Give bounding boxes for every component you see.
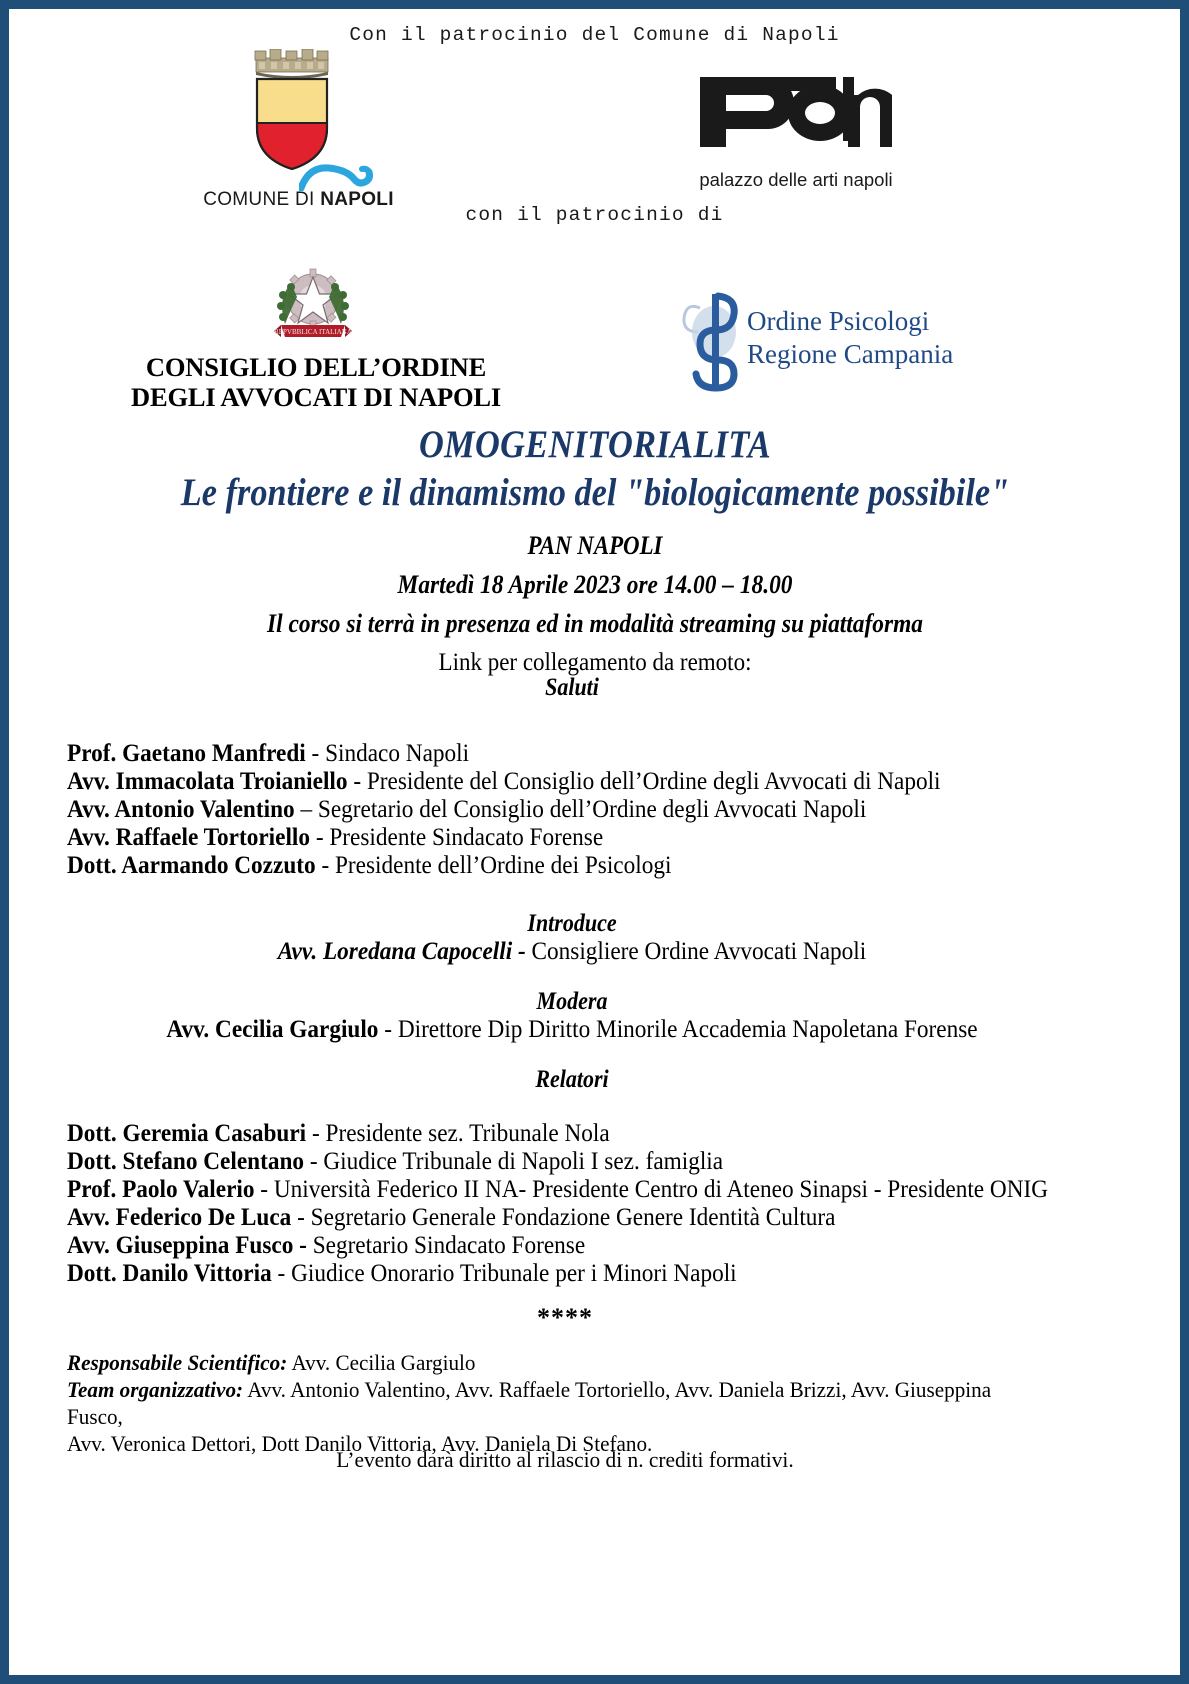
list-item <box>67 740 1006 768</box>
person-separator: - <box>310 824 330 851</box>
patronage-top-text: Con il patrocinio del Comune di Napoli <box>349 24 840 46</box>
person-name: Prof. Paolo Valerio <box>67 1176 255 1203</box>
list-item <box>67 1148 1006 1176</box>
person-separator: - <box>315 852 335 879</box>
ordine-psicologi-logo <box>674 288 954 398</box>
event-link-label: Link per collegamento da remoto: <box>438 648 752 676</box>
list-item <box>102 1016 1041 1044</box>
poster-footer <box>67 1349 1097 1457</box>
person-role: Presidente sez. Tribunale Nola <box>325 1120 610 1147</box>
page-title: OMOGENITORIALITA <box>418 423 772 466</box>
team-value-line-1: Avv. Antonio Valentino, Avv. Raffaele Tortoriello, Avv. Daniela Brizzi, Avv. Giuseppina Fusco, <box>67 1377 992 1429</box>
psi-caduceus-icon <box>674 288 746 393</box>
list-item <box>67 824 1006 852</box>
person-name: Dott. Aarmando Cozzuto <box>67 852 316 879</box>
section-heading-introduce: Introduce <box>527 910 617 937</box>
ordine-psicologi-text <box>747 305 954 371</box>
person-role: Segretario del Consiglio dell’Ordine degli Avvocati Napoli <box>317 796 867 823</box>
section-heading-relatori: Relatori <box>535 1066 609 1093</box>
ordine-psicologi-line-1: Ordine Psicologi <box>747 306 930 336</box>
person-role: Giudice Onorario Tribunale per i Minori Napoli <box>291 1260 737 1287</box>
person-separator: - <box>305 740 326 767</box>
poster-canvas <box>9 9 1180 1675</box>
section-heading-saluti: Saluti <box>545 674 599 701</box>
team-label: Team organizzativo: <box>67 1377 244 1402</box>
list-item <box>67 1232 1006 1260</box>
person-separator: - <box>291 1204 311 1231</box>
patronage-mid-text: con il patrocinio di <box>465 204 724 226</box>
person-separator: - <box>271 1260 292 1287</box>
list-item <box>67 768 1006 796</box>
person-name: Dott. Geremia Casaburi <box>67 1120 307 1147</box>
person-separator: – <box>294 796 318 823</box>
person-role: Segretario Sindacato Forense <box>312 1232 586 1259</box>
repubblica-italiana-emblem-icon <box>267 261 359 346</box>
napoli-crest-icon <box>250 49 334 174</box>
ordine-psicologi-line-2: Regione Campania <box>747 338 954 369</box>
section-divider: **** <box>537 1303 593 1332</box>
team-organizzativo-line <box>67 1376 1035 1430</box>
section-heading-modera: Modera <box>536 988 608 1015</box>
list-item <box>67 1260 1006 1288</box>
list-item <box>102 938 1041 966</box>
responsabile-value: Avv. Cecilia Gargiulo <box>291 1350 476 1375</box>
person-name: Avv. Loredana Capocelli - <box>277 938 526 965</box>
person-role: Presidente del Consiglio dell’Ordine degli Avvocati di Napoli <box>366 768 941 795</box>
person-separator: - <box>306 1120 326 1147</box>
event-datetime: Martedì 18 Aprile 2023 ore 14.00 – 18.00 <box>397 570 793 600</box>
page-subtitle: Le frontiere e il dinamismo del "biologicamente possibile" <box>180 470 1010 514</box>
list-item <box>67 796 1006 824</box>
event-venue: PAN NAPOLI <box>527 531 663 561</box>
person-name: Avv. Federico De Luca <box>67 1204 292 1231</box>
list-item <box>67 1204 1006 1232</box>
responsabile-scientifico-line <box>67 1349 1035 1376</box>
person-name: Avv. Raffaele Tortoriello <box>67 824 311 851</box>
person-role: Direttore Dip Diritto Minorile Accademia Napoletana Forense <box>397 1016 978 1043</box>
person-role: Sindaco Napoli <box>325 740 470 767</box>
person-name: Prof. Gaetano Manfredi <box>67 740 306 767</box>
napoli-wave-icon <box>299 161 379 191</box>
list-item <box>67 1176 1049 1204</box>
person-role: Segretario Generale Fondazione Genere Identità Cultura <box>310 1204 836 1231</box>
person-separator: - <box>378 1016 398 1043</box>
consiglio-line-2: DEGLI AVVOCATI DI NAPOLI <box>131 381 501 412</box>
program-body <box>67 674 1077 1288</box>
crediti-formativi-note: L’evento darà diritto al rilascio di n. crediti formativi. <box>336 1447 794 1472</box>
event-title-block <box>41 423 1149 679</box>
pan-wordmark-icon <box>696 61 896 161</box>
person-role: Presidente dell’Ordine dei Psicologi <box>334 852 672 879</box>
person-name: Avv. Immacolata Troianiello <box>67 768 348 795</box>
person-separator: - <box>304 1148 324 1175</box>
event-modality: Il corso si terrà in presenza ed in modalità streaming su piattaforma <box>267 609 923 639</box>
person-name: Dott. Stefano Celentano <box>67 1148 305 1175</box>
person-role: Consigliere Ordine Avvocati Napoli <box>531 938 867 965</box>
person-name: Avv. Giuseppina Fusco - <box>67 1232 307 1259</box>
pan-logo <box>696 61 896 206</box>
person-name: Dott. Danilo Vittoria <box>67 1260 272 1287</box>
person-role: Università Federico II NA- Presidente Centro di Ateneo Sinapsi - Presidente ONIG <box>273 1176 1049 1203</box>
responsabile-label: Responsabile Scientifico: <box>67 1350 288 1375</box>
comune-word-bold: NAPOLI <box>320 189 394 210</box>
person-role: Giudice Tribunale di Napoli I sez. famiglia <box>323 1148 724 1175</box>
consiglio-line-1: CONSIGLIO DELL’ORDINE <box>145 352 487 382</box>
pan-caption: palazzo delle arti napoli <box>699 169 893 190</box>
person-separator: - <box>254 1176 274 1203</box>
svg-text:REPVBBLICA ITALIANA: REPVBBLICA ITALIANA <box>274 328 352 336</box>
person-name: Avv. Cecilia Gargiulo <box>166 1016 379 1043</box>
team-value-line-2: Avv. Veronica Dettori, Dott Danilo Vittoria, Avv. Daniela Di Stefano. <box>67 1431 653 1456</box>
napoli-shield-icon <box>255 76 329 171</box>
person-name: Avv. Antonio Valentino <box>67 796 295 823</box>
person-separator: - <box>347 768 367 795</box>
list-item <box>67 852 1006 880</box>
comune-di-napoli-logo <box>201 49 396 214</box>
comune-word-light: COMUNE DI <box>203 189 321 210</box>
list-item <box>67 1120 1006 1148</box>
consiglio-ordine-avvocati-title <box>71 353 561 412</box>
person-role: Presidente Sindacato Forense <box>329 824 604 851</box>
